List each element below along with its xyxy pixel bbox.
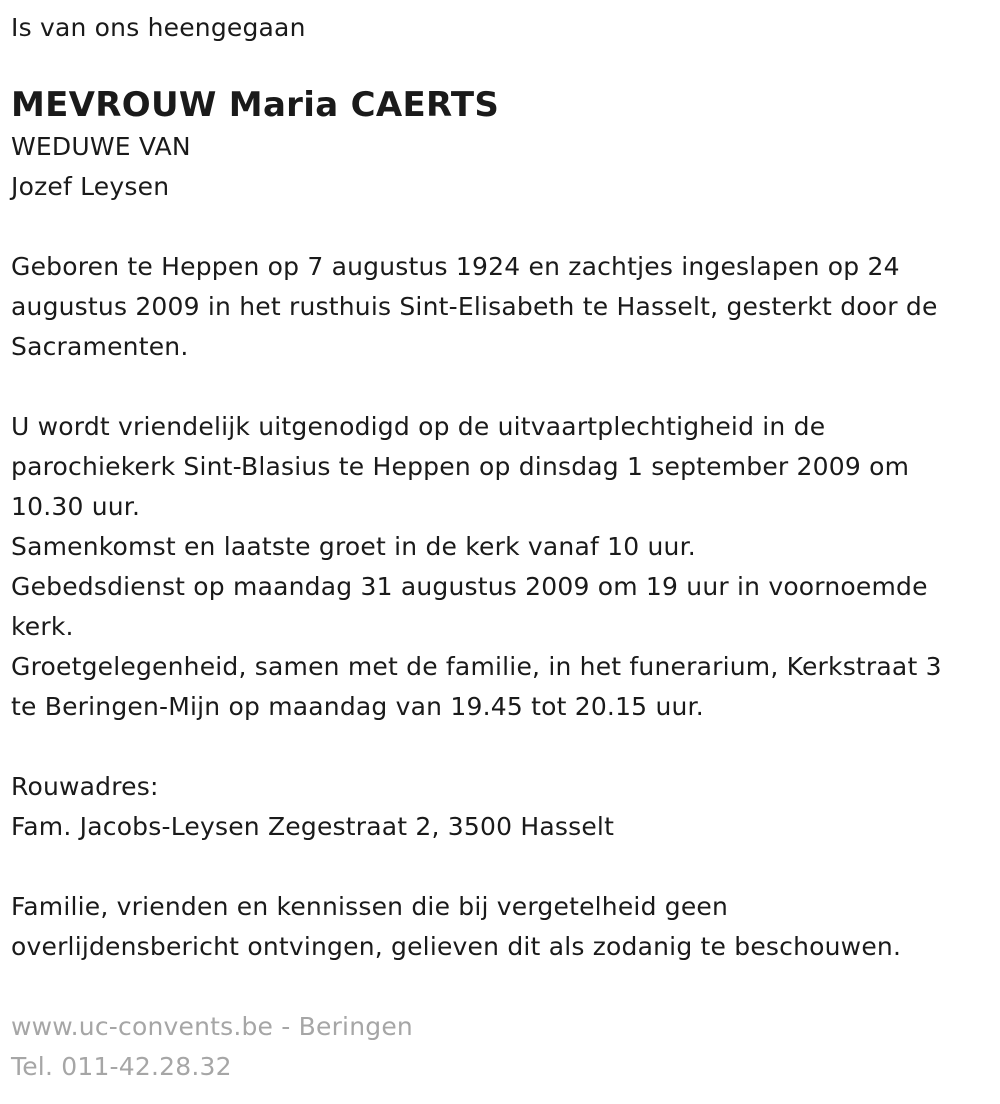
paragraph-line: Groetgelegenheid, samen met de familie, in het funerarium, Kerkstraat 3: [11, 652, 942, 681]
obituary-notice: [11, 8, 996, 1087]
intro-text: Is van ons heengegaan: [11, 13, 306, 42]
spacer: [11, 967, 996, 1007]
footer-phone: Tel. 011-42.28.32: [11, 1052, 232, 1081]
paragraph-line: overlijdensbericht ontvingen, gelieven dit als zodanig te beschouwen.: [11, 932, 902, 961]
footer: [11, 1007, 996, 1087]
spouse-name: Jozef Leysen: [11, 172, 170, 201]
spacer: [11, 847, 996, 887]
mourning-address: [11, 767, 996, 847]
mourning-address-value: Fam. Jacobs-Leysen Zegestraat 2, 3500 Hasselt: [11, 812, 615, 841]
paragraph-line: Gebedsdienst op maandag 31 augustus 2009 om 19 uur in voornoemde: [11, 572, 928, 601]
paragraph-line: te Beringen-Mijn op maandag van 19.45 tot 20.15 uur.: [11, 692, 704, 721]
spacer: [11, 207, 996, 247]
birth-death-paragraph: [11, 247, 996, 367]
deceased-name: MEVROUW Maria CAERTS: [11, 85, 500, 125]
notice-paragraph: [11, 887, 996, 967]
paragraph-line: augustus 2009 in het rusthuis Sint-Elisabeth te Hasselt, gesterkt door de: [11, 292, 938, 321]
paragraph-line: 10.30 uur.: [11, 492, 141, 521]
spacer: [11, 727, 996, 767]
spacer: [11, 48, 996, 79]
paragraph-line: Familie, vrienden en kennissen die bij vergetelheid geen: [11, 892, 729, 921]
ceremony-paragraph: [11, 407, 996, 727]
mourning-address-label: Rouwadres:: [11, 772, 159, 801]
paragraph-line: Sacramenten.: [11, 332, 189, 361]
paragraph-line: Geboren te Heppen op 7 augustus 1924 en zachtjes ingeslapen op 24: [11, 252, 900, 281]
paragraph-line: U wordt vriendelijk uitgenodigd op de uitvaartplechtigheid in de: [11, 412, 826, 441]
paragraph-line: parochiekerk Sint-Blasius te Heppen op dinsdag 1 september 2009 om: [11, 452, 910, 481]
paragraph-line: kerk.: [11, 612, 74, 641]
spacer: [11, 367, 996, 407]
paragraph-line: Samenkomst en laatste groet in de kerk vanaf 10 uur.: [11, 532, 696, 561]
relation-text: WEDUWE VAN: [11, 132, 191, 161]
footer-website: www.uc-convents.be - Beringen: [11, 1012, 413, 1041]
